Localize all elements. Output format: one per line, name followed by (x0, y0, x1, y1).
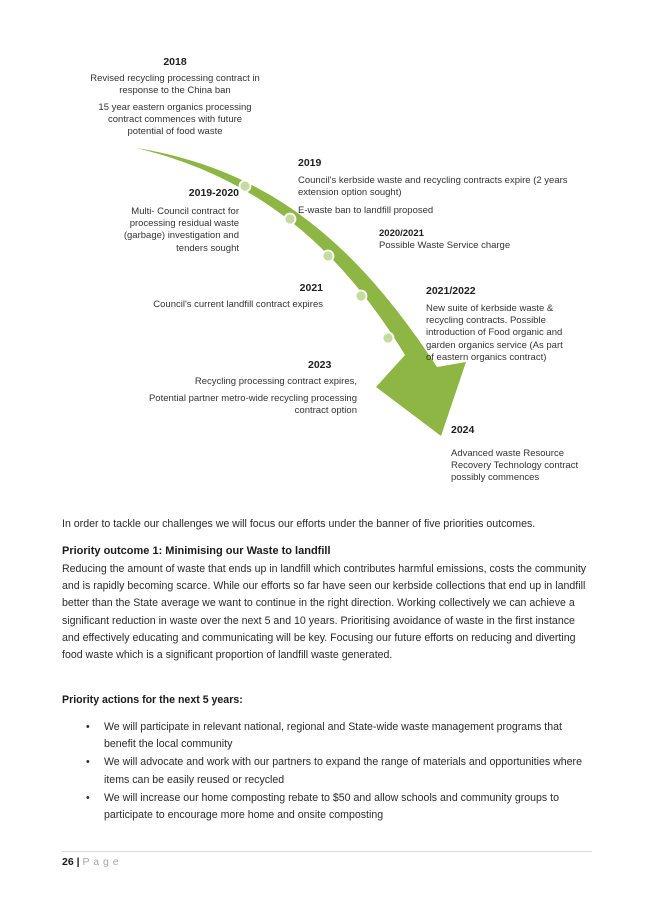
list-item (62, 719, 592, 753)
timeline-text-2019-a: Council's kerbside waste and recycling contracts expire (2 years extension option sought) (298, 175, 568, 199)
list-item-text: We will participate in relevant national, regional and State-wide waste management programs that benefit the local community (104, 721, 562, 751)
timeline-text-2018-a: Revised recycling processing contract in response to the China ban (90, 73, 260, 97)
timeline-text-2020-2021: Possible Waste Service charge (379, 240, 511, 251)
timeline-dot (323, 251, 334, 262)
priority-actions-heading: Priority actions for the next 5 years: (62, 694, 243, 706)
priority-actions-list (62, 719, 592, 825)
timeline-text-2018-b: 15 year eastern organics processing contract commences with future potential of food waste (98, 102, 252, 138)
list-item-text: We will increase our home composting rebate to $50 and allow schools and community groups to participate to encourage more home and onsite composting (104, 791, 559, 822)
bullet-icon: • (86, 721, 90, 733)
timeline-text-2024: Advanced waste Resource Recovery Technology contract possibly commences (451, 448, 579, 484)
timeline-dot (240, 181, 251, 192)
priority-outcome-heading: Priority outcome 1: Minimising our Waste to landfill (62, 545, 331, 557)
intro-paragraph: In order to tackle our challenges we will focus our efforts under the banner of five priorities outcomes. (62, 518, 536, 530)
timeline-text-2019-2020: Multi- Council contract for processing residual waste (garbage) investigation and tenders sought (123, 206, 239, 254)
timeline-year-2018: 2018 (163, 56, 187, 68)
timeline-dot (356, 291, 367, 302)
timeline-year-2019-2020: 2019-2020 (188, 187, 239, 199)
timeline-year-2021: 2021 (299, 282, 323, 294)
bullet-icon: • (86, 756, 90, 769)
timeline-year-2024: 2024 (451, 424, 475, 436)
timeline-year-2019: 2019 (298, 157, 322, 169)
timeline-year-2023: 2023 (308, 359, 332, 371)
timeline-text-2021: Council's current landfill contract expires (153, 299, 323, 310)
page-word: P a g e (82, 856, 120, 868)
timeline-dot (285, 214, 296, 225)
timeline-text-2023-a: Recycling processing contract expires, (194, 376, 357, 387)
priority-outcome-paragraph: Reducing the amount of waste that ends up in landfill which contributes harmful emissions, costs the community and is rapidly becoming scarce. While our efforts so far have seen our kerbside collections that end up in landfill better than the State average we want to continue in the right direction. Working collectively we can achieve a significant reduction in waste over the next 5 and 10 years. Prioritising avoidance of waste in the first instance and effectively educating and communicating will be key. Focusing our future efforts on reducing and diverting food waste which is a significant proportion of landfill waste generated. (62, 563, 587, 662)
list-item (62, 754, 592, 788)
page-number: 26 (62, 856, 74, 868)
list-item-text: We will advocate and work with our partners to expand the range of materials and opportunities where items can be easily reused or recycled (104, 756, 582, 786)
timeline-year-2020-2021: 2020/2021 (379, 228, 424, 239)
list-item (62, 790, 592, 824)
timeline-text-2021-2022: New suite of kerbside waste & recycling contracts. Possible introduction of Food organic and garden organics service (As part of eastern organics contract) (426, 303, 563, 363)
bullet-icon: • (86, 791, 90, 804)
footer-separator: | (76, 856, 80, 868)
footer-divider (62, 851, 592, 852)
page-footer (62, 856, 119, 868)
timeline-text-2023-b: Potential partner metro-wide recycling processing contract option (148, 393, 357, 417)
timeline-year-2021-2022: 2021/2022 (426, 285, 476, 297)
timeline-dot (383, 333, 394, 344)
timeline-text-2019-b: E-waste ban to landfill proposed (298, 205, 434, 216)
